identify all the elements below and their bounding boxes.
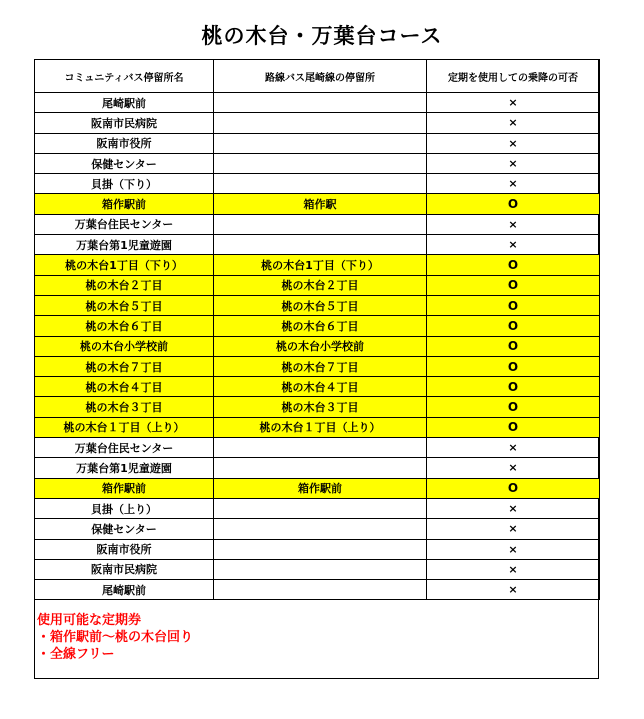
pass-usage-cell: × (427, 174, 600, 194)
pass-usage-cell: × (427, 458, 600, 478)
timetable-sheet (34, 59, 599, 679)
pass-usage-cell: O (427, 397, 600, 417)
pass-usage-cell: × (427, 438, 600, 458)
pass-usage-cell: × (427, 153, 600, 173)
community-stop-cell: 万葉台住民センター (35, 214, 214, 234)
table-row (35, 113, 600, 133)
route-stop-cell: 桃の木台２丁目 (214, 275, 427, 295)
community-stop-cell: 桃の木台３丁目 (35, 397, 214, 417)
pass-usage-cell: × (427, 559, 600, 579)
route-stop-cell: 桃の木台４丁目 (214, 377, 427, 397)
pass-usage-cell: × (427, 214, 600, 234)
header-route-stop: 路線バス尾崎線の停留所 (214, 60, 427, 93)
route-stop-cell: 桃の木台７丁目 (214, 356, 427, 376)
pass-usage-cell: O (427, 295, 600, 315)
pass-usage-cell: O (427, 255, 600, 275)
route-stop-cell (214, 539, 427, 559)
route-stop-cell (214, 93, 427, 113)
community-stop-cell: 貝掛（上り） (35, 498, 214, 518)
pass-usage-cell: O (427, 417, 600, 437)
community-stop-cell: 阪南市民病院 (35, 113, 214, 133)
pass-usage-cell: × (427, 498, 600, 518)
table-row (35, 580, 600, 600)
community-stop-cell: 桃の木台５丁目 (35, 295, 214, 315)
route-stop-cell (214, 580, 427, 600)
table-row (35, 93, 600, 113)
route-stop-cell (214, 498, 427, 518)
bus-stop-table (34, 59, 600, 600)
community-stop-cell: 桃の木台１丁目（上り） (35, 417, 214, 437)
notes-heading: 使用可能な定期券 (37, 613, 142, 628)
route-stop-cell: 桃の木台３丁目 (214, 397, 427, 417)
route-stop-cell: 桃の木台1丁目（下り） (214, 255, 427, 275)
route-stop-cell: 箱作駅 (214, 194, 427, 214)
table-row (35, 336, 600, 356)
route-stop-cell: 桃の木台１丁目（上り） (214, 417, 427, 437)
route-stop-cell: 箱作駅前 (214, 478, 427, 498)
pass-usage-cell: O (427, 377, 600, 397)
route-stop-cell (214, 559, 427, 579)
community-stop-cell: 阪南市役所 (35, 133, 214, 153)
table-row (35, 214, 600, 234)
community-stop-cell: 桃の木台６丁目 (35, 316, 214, 336)
community-stop-cell: 桃の木台1丁目（下り） (35, 255, 214, 275)
pass-usage-cell: O (427, 275, 600, 295)
route-stop-cell: 桃の木台６丁目 (214, 316, 427, 336)
community-stop-cell: 尾崎駅前 (35, 580, 214, 600)
pass-usage-cell: O (427, 194, 600, 214)
table-row (35, 397, 600, 417)
community-stop-cell: 桃の木台２丁目 (35, 275, 214, 295)
community-stop-cell: 貝掛（下り） (35, 174, 214, 194)
table-row (35, 174, 600, 194)
table-body (35, 93, 600, 600)
pass-usage-cell: × (427, 133, 600, 153)
community-stop-cell: 阪南市役所 (35, 539, 214, 559)
table-row (35, 498, 600, 518)
table-row (35, 153, 600, 173)
pass-usage-cell: × (427, 519, 600, 539)
route-stop-cell: 桃の木台５丁目 (214, 295, 427, 315)
table-row (35, 559, 600, 579)
community-stop-cell: 桃の木台４丁目 (35, 377, 214, 397)
community-stop-cell: 万葉台住民センター (35, 438, 214, 458)
pass-usage-cell: × (427, 580, 600, 600)
table-row (35, 458, 600, 478)
route-stop-cell (214, 133, 427, 153)
route-stop-cell (214, 113, 427, 133)
table-row (35, 417, 600, 437)
route-stop-cell (214, 174, 427, 194)
community-stop-cell: 保健センター (35, 153, 214, 173)
pass-usage-cell: O (427, 478, 600, 498)
community-stop-cell: 箱作駅前 (35, 478, 214, 498)
table-row (35, 539, 600, 559)
pass-usage-cell: × (427, 235, 600, 255)
table-row (35, 519, 600, 539)
route-stop-cell (214, 235, 427, 255)
community-stop-cell: 桃の木台小学校前 (35, 336, 214, 356)
table-row (35, 295, 600, 315)
community-stop-cell: 尾崎駅前 (35, 93, 214, 113)
header-pass-usage: 定期を使用しての乗降の可否 (427, 60, 600, 93)
table-row (35, 275, 600, 295)
header-community-stop: コミュニティバス停留所名 (35, 60, 214, 93)
community-stop-cell: 箱作駅前 (35, 194, 214, 214)
route-stop-cell (214, 438, 427, 458)
table-row (35, 316, 600, 336)
community-stop-cell: 保健センター (35, 519, 214, 539)
pass-usage-cell: O (427, 356, 600, 376)
community-stop-cell: 万葉台第1児童遊園 (35, 458, 214, 478)
table-row (35, 478, 600, 498)
pass-notes (37, 612, 193, 663)
table-row (35, 133, 600, 153)
table-row (35, 235, 600, 255)
table-row (35, 255, 600, 275)
notes-item: ・箱作駅前～桃の木台回り (37, 630, 194, 645)
route-stop-cell (214, 153, 427, 173)
route-stop-cell (214, 458, 427, 478)
route-stop-cell (214, 519, 427, 539)
pass-usage-cell: O (427, 336, 600, 356)
community-stop-cell: 万葉台第1児童遊園 (35, 235, 214, 255)
pass-usage-cell: × (427, 539, 600, 559)
notes-item: ・全線フリー (37, 647, 115, 662)
community-stop-cell: 桃の木台７丁目 (35, 356, 214, 376)
table-header-row (35, 60, 600, 93)
pass-usage-cell: × (427, 113, 600, 133)
table-row (35, 438, 600, 458)
pass-usage-cell: × (427, 93, 600, 113)
table-row (35, 356, 600, 376)
route-stop-cell: 桃の木台小学校前 (214, 336, 427, 356)
table-row (35, 377, 600, 397)
community-stop-cell: 阪南市民病院 (35, 559, 214, 579)
table-row (35, 194, 600, 214)
route-stop-cell (214, 214, 427, 234)
page-title: 桃の木台・万葉台コース (201, 24, 443, 48)
pass-usage-cell: O (427, 316, 600, 336)
